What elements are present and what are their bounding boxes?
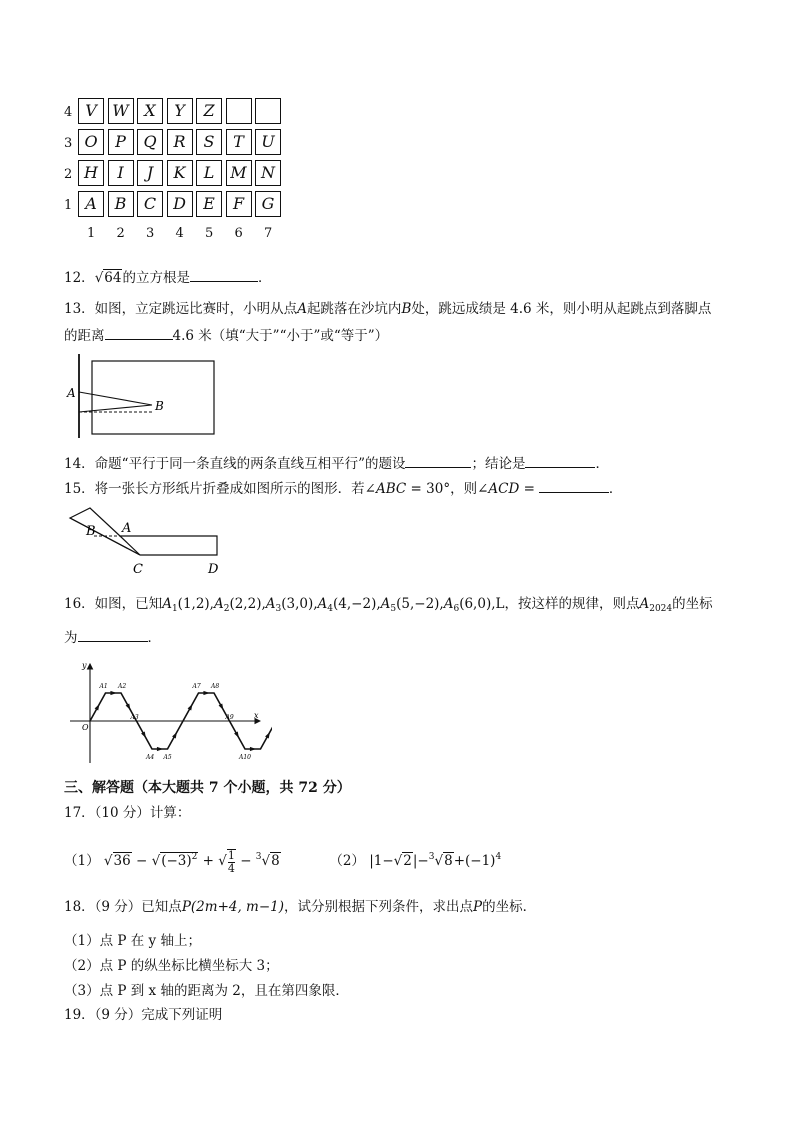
grid-cell: K bbox=[167, 160, 193, 186]
path-arrow bbox=[265, 732, 270, 739]
question-17-head: 17．（10 分）计算： bbox=[64, 805, 191, 821]
fraction-denominator: 4 bbox=[227, 861, 235, 875]
q13-text-1: 13．如图，立定跳远比赛时，小明从点 bbox=[64, 301, 298, 317]
question-16-line2 bbox=[64, 627, 161, 648]
path-arrow bbox=[234, 732, 239, 739]
answer-blank-15[interactable] bbox=[539, 478, 609, 493]
grid-cell: G bbox=[255, 191, 281, 217]
point-label: A5 bbox=[163, 754, 172, 761]
point-subscript: 2 bbox=[223, 604, 230, 614]
q14-end: ． bbox=[595, 456, 609, 472]
q18-point-p: P bbox=[181, 899, 191, 915]
point-name: A bbox=[162, 596, 172, 612]
grid-col-label: 3 bbox=[146, 226, 155, 241]
q18-text-2: ，试分别根据下列条件，求出点 bbox=[284, 899, 474, 915]
letter-grid-figure bbox=[62, 95, 292, 245]
q13-point-b: B bbox=[401, 301, 412, 317]
fig-label-a: A bbox=[67, 386, 76, 400]
question-15 bbox=[64, 478, 622, 499]
origin-label: O bbox=[82, 723, 89, 732]
q17-cbrt8-2: 8 bbox=[444, 853, 453, 869]
q15-angle-abc: ABC bbox=[376, 481, 407, 497]
point-label: A10 bbox=[239, 754, 251, 761]
q17-exp-2: 4 bbox=[495, 852, 502, 862]
point-name: A bbox=[317, 596, 328, 612]
q13-text-4: 的距离 bbox=[64, 328, 105, 344]
q17-sqrt36: 36 bbox=[113, 853, 131, 869]
grid-col-label: 2 bbox=[116, 226, 125, 241]
zigzag-path-figure bbox=[62, 658, 272, 768]
grid-col-label: 4 bbox=[175, 226, 184, 241]
point-label: A2 bbox=[118, 683, 127, 690]
q18-coord: (2m+4, m−1) bbox=[190, 899, 285, 915]
point-name: A bbox=[380, 596, 391, 612]
q13-point-a: A bbox=[297, 301, 307, 317]
question-13-line2 bbox=[64, 325, 388, 346]
grid-col-label: 5 bbox=[205, 226, 214, 241]
q16-target-sub: 2024 bbox=[649, 604, 673, 614]
q13-text-3: 处，跳远成绩是 4.6 米，则小明从起跳点到落脚点 bbox=[411, 301, 712, 317]
answer-blank-14a[interactable] bbox=[405, 453, 471, 468]
q12-number: 12． bbox=[64, 270, 95, 286]
q17-plus: + bbox=[202, 853, 214, 869]
grid-cell: I bbox=[108, 160, 134, 186]
grid-row-label: 1 bbox=[64, 198, 73, 213]
q16-points bbox=[162, 596, 504, 612]
q17-sqrt2: 2 bbox=[403, 853, 412, 869]
q17-cbrt8: 8 bbox=[271, 853, 280, 869]
q18-text-3: 的坐标． bbox=[482, 899, 537, 915]
cube-root-index-2: 3 bbox=[428, 852, 435, 862]
path-arrow bbox=[141, 732, 146, 739]
path-arrow bbox=[110, 691, 116, 695]
grid-cell bbox=[255, 98, 281, 124]
q18-condition-3: （3）点 P 到 x 轴的距离为 2，且在第四象限． bbox=[64, 983, 349, 999]
q17-exp: 2 bbox=[191, 852, 198, 862]
q14-text-2: ；结论是 bbox=[471, 456, 526, 472]
grid-cell: Y bbox=[167, 98, 193, 124]
point-label: A1 bbox=[99, 683, 108, 690]
path-arrow bbox=[188, 704, 193, 711]
grid-cell: S bbox=[196, 129, 222, 155]
grid-cell: A bbox=[78, 191, 104, 217]
point-label: A7 bbox=[192, 683, 201, 690]
fig-label-c: C bbox=[133, 562, 143, 577]
x-axis-label: x bbox=[254, 711, 259, 720]
q17-part-2: （2） bbox=[329, 853, 365, 869]
sqrt-symbol: √ bbox=[151, 853, 161, 869]
answer-blank-13[interactable] bbox=[105, 325, 173, 340]
point-coordinate: (3,0), bbox=[281, 596, 318, 612]
y-axis-label: y bbox=[82, 661, 87, 670]
sqrt-symbol: √ bbox=[94, 270, 104, 286]
grid-col-label: 7 bbox=[264, 226, 273, 241]
q17-inner: (−3) bbox=[161, 853, 192, 869]
fraction-numerator: 1 bbox=[227, 848, 235, 862]
q13-text-5: 4.6 米（填“大于”“小于”或“等于”） bbox=[172, 328, 389, 344]
question-13-line1 bbox=[64, 299, 711, 319]
point-subscript: 6 bbox=[453, 604, 460, 614]
question-18-head bbox=[64, 897, 536, 917]
fig-label-b: B bbox=[155, 399, 164, 413]
q12-radicand: 64 bbox=[104, 270, 122, 286]
path-arrow bbox=[95, 704, 100, 711]
point-coordinate: (2,2), bbox=[229, 596, 266, 612]
grid-cell: P bbox=[108, 129, 134, 155]
point-label: A8 bbox=[211, 683, 220, 690]
grid-row-label: 2 bbox=[64, 167, 73, 182]
sqrt-symbol: √ bbox=[218, 853, 227, 869]
point-coordinate: (5,−2), bbox=[396, 596, 444, 612]
grid-cell: T bbox=[226, 129, 252, 155]
foot-line bbox=[79, 405, 152, 412]
grid-cell: L bbox=[196, 160, 222, 186]
sqrt-symbol: √ bbox=[261, 853, 271, 869]
q15-angle-acd: ACD bbox=[488, 481, 520, 497]
question-12 bbox=[64, 267, 271, 288]
point-subscript: 5 bbox=[390, 604, 397, 614]
point-name: A bbox=[443, 596, 454, 612]
point-subscript: 3 bbox=[275, 604, 282, 614]
q12-end: ． bbox=[257, 270, 272, 286]
q13-text-2: 起跳落在沙坑内 bbox=[306, 301, 402, 317]
point-subscript: 1 bbox=[171, 604, 178, 614]
grid-cell: D bbox=[167, 191, 193, 217]
q17-abs-open: |1− bbox=[369, 853, 394, 869]
q16-text-1: 16．如图，已知 bbox=[64, 596, 163, 612]
grid-cell: U bbox=[255, 129, 281, 155]
q16-text-2: ，按这样的规律，则点 bbox=[504, 596, 640, 612]
grid-row-label: 3 bbox=[64, 136, 73, 151]
grid-cell: X bbox=[137, 98, 163, 124]
point-label: A3 bbox=[130, 714, 139, 721]
q17-sqrt-square bbox=[160, 852, 198, 869]
point-coordinate: (1,2), bbox=[177, 596, 214, 612]
q16-text-3: 的坐标 bbox=[672, 596, 713, 612]
answer-blank-16[interactable] bbox=[78, 627, 148, 642]
section-3-title: 三、解答题（本大题共 7 个小题，共 72 分） bbox=[64, 780, 351, 796]
grid-cell: V bbox=[78, 98, 104, 124]
grid-cell: Z bbox=[196, 98, 222, 124]
q12-text: 的立方根是 bbox=[122, 270, 190, 286]
grid-cell: R bbox=[167, 129, 193, 155]
q18-text-1: 18．（9 分）已知点 bbox=[64, 899, 182, 915]
q16-end: ． bbox=[147, 630, 161, 646]
grid-col-label: 6 bbox=[234, 226, 243, 241]
grid-cell bbox=[226, 98, 252, 124]
question-14 bbox=[64, 453, 609, 474]
grid-cell: O bbox=[78, 129, 104, 155]
q17-tail: +(−1) bbox=[453, 853, 496, 869]
fig-label-b: B bbox=[86, 524, 96, 539]
sqrt-symbol: √ bbox=[393, 853, 403, 869]
long-jump-figure bbox=[62, 352, 222, 442]
point-subscript: 4 bbox=[327, 604, 334, 614]
grid-cell: J bbox=[137, 160, 163, 186]
path-arrow bbox=[157, 747, 163, 751]
q17-minus2: − bbox=[240, 853, 252, 869]
sqrt-symbol: √ bbox=[434, 853, 444, 869]
grid-cell: M bbox=[226, 160, 252, 186]
q18-point-p2: P bbox=[473, 899, 483, 915]
q16-target-point: A bbox=[639, 596, 650, 612]
grid-cell: C bbox=[137, 191, 163, 217]
answer-blank-12[interactable] bbox=[190, 267, 258, 282]
q15-text-1: 15．将一张长方形纸片折叠成如图所示的图形．若∠ bbox=[64, 481, 376, 497]
folded-paper-figure bbox=[62, 503, 232, 578]
point-label: A4 bbox=[146, 754, 155, 761]
sqrt-symbol: √ bbox=[103, 853, 113, 869]
grid-cell: B bbox=[108, 191, 134, 217]
question-16-line1 bbox=[64, 594, 713, 619]
grid-cell: H bbox=[78, 160, 104, 186]
point-label: A9 bbox=[225, 714, 234, 721]
path-arrow bbox=[250, 747, 256, 751]
grid-cell: Q bbox=[137, 129, 163, 155]
point-coordinate: (6,0),L bbox=[459, 596, 505, 612]
q18-condition-2: （2）点 P 的纵坐标比横坐标大 3； bbox=[64, 958, 279, 974]
point-coordinate: (4,−2), bbox=[333, 596, 381, 612]
fig-label-d: D bbox=[208, 562, 219, 577]
path-arrow bbox=[126, 704, 131, 711]
q17-abs-close: |− bbox=[412, 853, 429, 869]
fig-label-a: A bbox=[122, 521, 132, 536]
grid-cell: E bbox=[196, 191, 222, 217]
answer-blank-14b[interactable] bbox=[525, 453, 595, 468]
q15-text-2: = 30°，则∠ bbox=[406, 481, 489, 497]
grid-cell: F bbox=[226, 191, 252, 217]
q15-text-3: = bbox=[519, 481, 535, 497]
q17-minus: − bbox=[135, 853, 148, 869]
grid-cell: N bbox=[255, 160, 281, 186]
cube-root-index: 3 bbox=[255, 852, 262, 862]
q15-end: ． bbox=[608, 481, 623, 497]
question-19-head: 19．（9 分）完成下列证明 bbox=[64, 1007, 223, 1023]
path-arrow bbox=[203, 691, 209, 695]
grid-cell: W bbox=[108, 98, 134, 124]
path-arrow bbox=[219, 704, 224, 711]
q17-part-1: （1） bbox=[64, 853, 100, 869]
point-name: A bbox=[213, 596, 224, 612]
point-name: A bbox=[265, 596, 276, 612]
q16-text-4: 为 bbox=[64, 630, 78, 646]
q17-fraction bbox=[227, 849, 236, 875]
jump-line bbox=[79, 392, 152, 405]
q18-condition-1: （1）点 P 在 y 轴上； bbox=[64, 933, 201, 949]
grid-row-label: 4 bbox=[64, 105, 73, 120]
path-arrow bbox=[172, 732, 177, 739]
grid-col-label: 1 bbox=[87, 226, 96, 241]
question-17-expressions bbox=[64, 842, 502, 875]
q14-text-1: 14．命题“平行于同一条直线的两条直线互相平行”的题设 bbox=[64, 456, 406, 472]
